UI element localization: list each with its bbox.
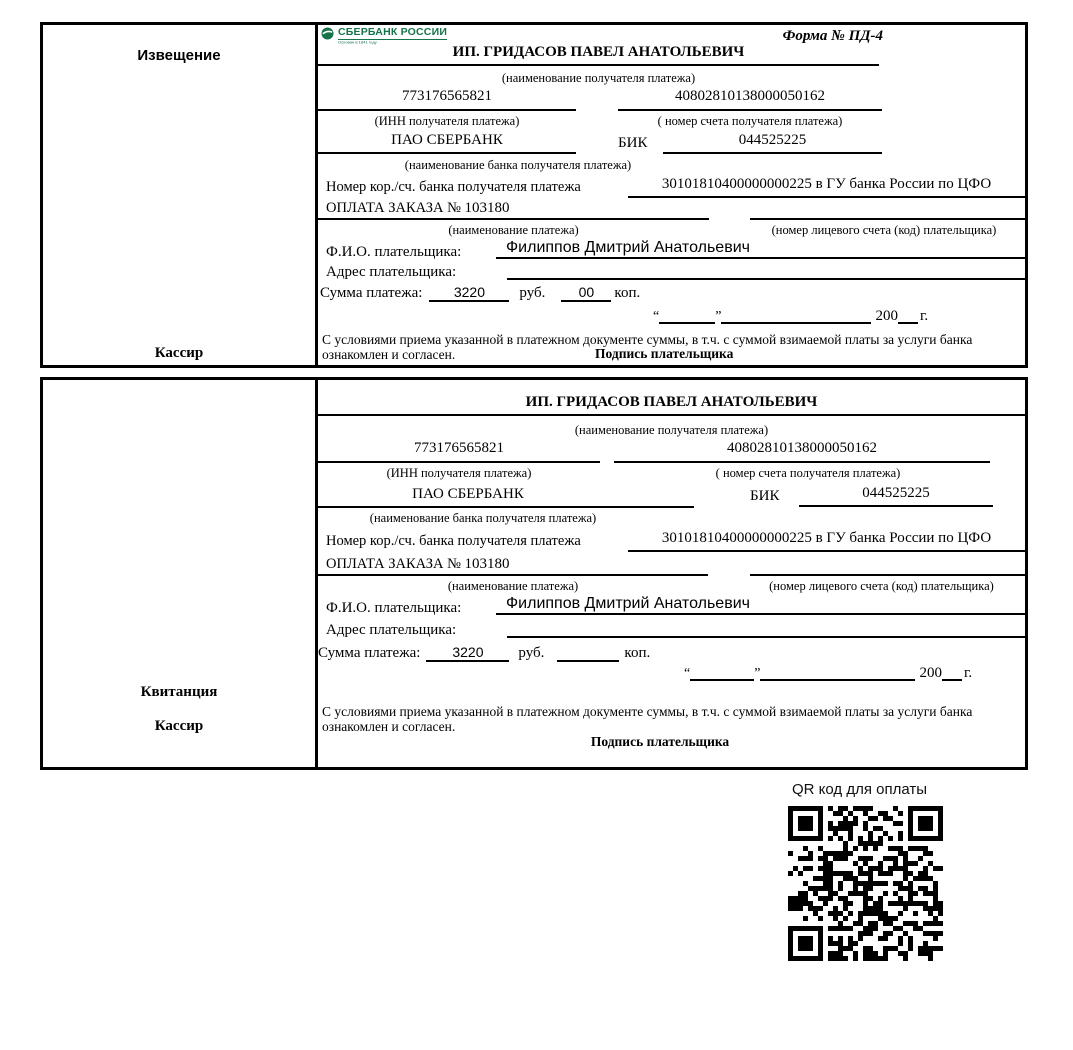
payer-fio-value: Филиппов Дмитрий Анатольевич [506,595,750,612]
bank-name-caption: (наименование банка получателя платежа) [404,158,632,172]
year-blank [942,665,962,681]
recipient-name-caption: (наименование получателя платежа) [574,423,769,437]
rub-label: руб. [518,645,545,661]
form-number-label: Форма № ПД-4 [782,28,883,44]
payer-address-blank-line [507,636,1025,638]
purpose-blank-line [318,574,708,576]
personal-account-blank-line [750,574,1025,576]
personal-account-blank-line [750,218,1025,220]
date-month-blank [721,308,871,324]
corr-account-label: Номер кор./сч. банка получателя платежа [326,533,581,549]
payer-address-label: Адрес плательщика: [326,264,457,280]
amount-row [318,644,650,662]
kop-label: коп. [614,285,641,301]
close-quote: ” [715,309,722,324]
agreement-line1: С условиями приема указанной в платежном документе суммы, в т.ч. с суммой взимаемой платы за услуги банка [322,332,973,347]
purpose-caption: (наименование платежа) [447,579,579,593]
rub-label: руб. [519,285,546,301]
sberbank-emblem-icon [321,27,334,40]
notice-cashier-label: Кассир [154,345,204,361]
payer-signature-label: Подпись плательщика [595,346,734,361]
receipt-cashier-label: Кассир [154,718,204,734]
personal-account-caption: (номер лицевого счета (код) плательщика) [771,223,997,237]
bank-name-caption: (наименование банка получателя платежа) [369,511,597,525]
amount-rub-value: 3220 [426,644,509,662]
account-caption: ( номер счета получателя платежа) [715,466,901,480]
qr-area [788,781,943,961]
year-prefix: 200 [919,665,942,681]
date-day-blank [659,308,715,324]
qr-label: QR код для оплаты [792,781,928,798]
kop-label: коп. [624,645,651,661]
agreement-line2: ознакомлен и согласен. [322,347,456,362]
date-row [684,665,972,681]
inn-caption: (ИНН получателя платежа) [374,114,520,128]
corr-account-value: 30101810400000000225 в ГУ банка России по ЦФО [628,530,1025,552]
personal-account-caption: (номер лицевого счета (код) плательщика) [769,579,994,593]
receipt-slip [40,377,1028,770]
year-suffix: г. [963,665,973,681]
order-number: 103180 [464,556,510,572]
payment-purpose [326,200,510,217]
bank-name: ПАО СБЕРБАНК [318,132,576,154]
corr-account-label: Номер кор./сч. банка получателя платежа [326,179,581,195]
account-value: 40802810138000050162 [614,440,990,463]
account-caption: ( номер счета получателя платежа) [657,114,843,128]
recipient-name: ИП. ГРИДАСОВ ПАВЕЛ АНАТОЛЬЕВИЧ [318,44,879,66]
inn-value: 773176565821 [318,88,576,111]
payer-fio-label: Ф.И.О. плательщика: [326,244,462,260]
order-number: 103180 [464,200,510,216]
notice-left-column [43,25,318,365]
payer-fio-field [496,595,1025,615]
account-value: 40802810138000050162 [618,88,882,111]
payment-purpose-label: ОПЛАТА ЗАКАЗА № [326,200,461,216]
sberbank-logo-subtext: Основан в 1841 году [338,40,377,45]
inn-caption: (ИНН получателя платежа) [386,466,532,480]
year-blank [898,308,918,324]
payment-purpose-label: ОПЛАТА ЗАКАЗА № [326,556,461,572]
date-day-blank [690,665,754,681]
date-row [653,308,928,324]
agreement-line2: ознакомлен и согласен. [322,719,456,734]
receipt-left-column [43,380,318,767]
bank-name: ПАО СБЕРБАНК [412,486,524,502]
amount-label: Сумма платежа: [320,285,423,301]
agreement-line1: С условиями приема указанной в платежном документе суммы, в т.ч. с суммой взимаемой платы за услуги банка [322,704,973,719]
payer-address-blank-line [507,278,1025,280]
close-quote: ” [754,666,761,681]
purpose-blank-line [318,218,709,220]
receipt-panel [318,380,1025,767]
notice-slip [40,22,1028,368]
qr-code [788,806,943,961]
corr-account-value: 30101810400000000225 в ГУ банка России по ЦФО [628,176,1025,198]
open-quote: “ [653,309,660,324]
notice-section-label: Извещение [137,47,221,64]
recipient-name-caption: (наименование получателя платежа) [501,71,696,85]
payment-purpose [326,556,510,573]
inn-value: 773176565821 [318,440,600,463]
payer-fio-label: Ф.И.О. плательщика: [326,600,462,616]
bik-label: БИК [618,135,648,151]
bank-name-field [318,485,694,508]
amount-kop-value [557,644,619,662]
bik-value: 044525225 [663,132,882,154]
year-prefix: 200 [875,308,898,324]
year-suffix: г. [919,308,929,324]
open-quote: “ [684,666,691,681]
bik-value: 044525225 [799,485,993,507]
payer-signature-label: Подпись плательщика [590,734,730,749]
bik-label: БИК [750,488,780,504]
amount-row [320,284,640,302]
receipt-section-label: Квитанция [140,684,218,700]
notice-panel [318,25,1025,365]
payer-address-label: Адрес плательщика: [326,622,457,638]
payer-fio-field [496,239,1025,259]
date-month-blank [760,665,915,681]
payer-fio-value: Филиппов Дмитрий Анатольевич [506,239,750,256]
amount-label: Сумма платежа: [318,645,421,661]
purpose-caption: (наименование платежа) [448,223,579,237]
amount-rub-value: 3220 [429,284,509,302]
sberbank-logo-text: СБЕРБАНК РОССИИ [338,26,448,38]
amount-kop-value: 00 [561,284,611,302]
recipient-name: ИП. ГРИДАСОВ ПАВЕЛ АНАТОЛЬЕВИЧ [318,394,1025,416]
